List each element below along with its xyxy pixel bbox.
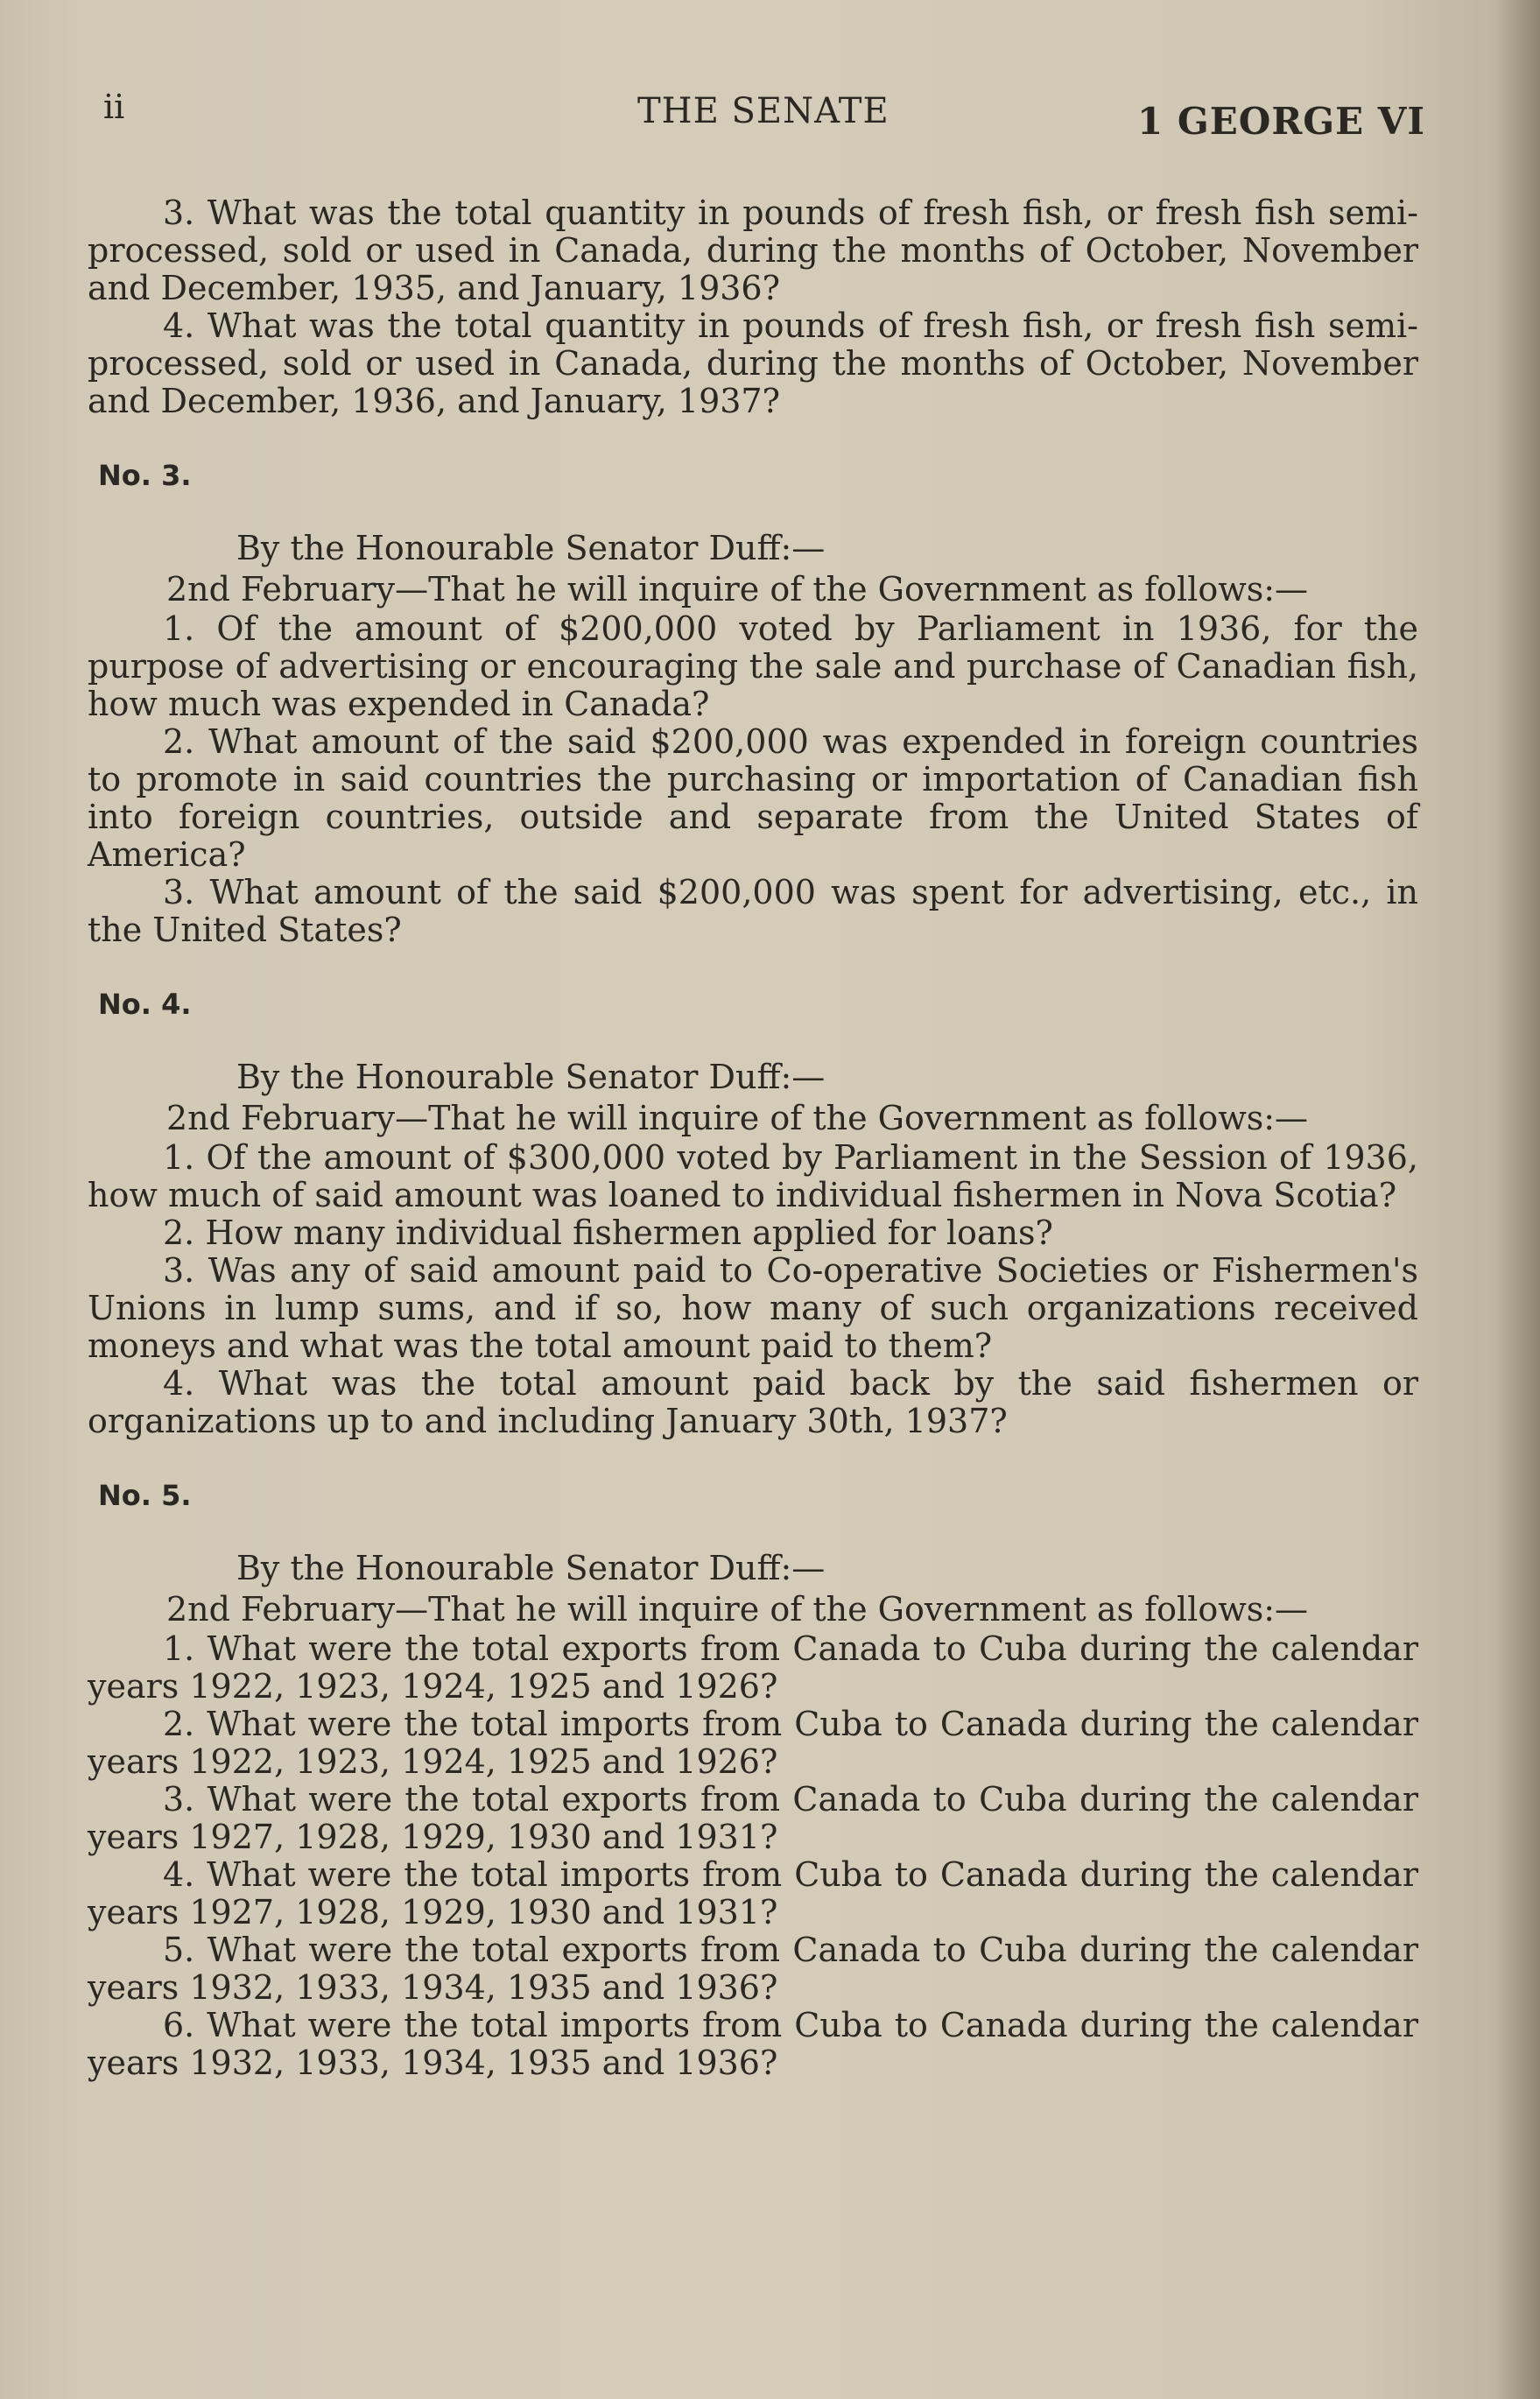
header-regnal-year: 1 GEORGE VI bbox=[1137, 100, 1425, 143]
senator-line: By the Honourable Senator Duff:— bbox=[236, 1549, 826, 1587]
section-number: No. 5. bbox=[98, 1479, 192, 1512]
question-paragraph: 4. What was the total quantity in pounds of fresh fish, or fresh fish semi-processed, sold or used in Canada, during the months of October, November and December, 1936, and January, 1937? bbox=[88, 306, 1418, 420]
senator-line: By the Honourable Senator Duff:— bbox=[236, 1058, 826, 1096]
inquiry-section bbox=[88, 457, 1418, 949]
question-paragraph: 1. Of the amount of $200,000 voted by Parliament in 1936, for the purpose of advertising or encouraging the sale and purchase of Canadian fish, how much was expended in Canada? bbox=[88, 609, 1418, 723]
header-title: THE SENATE bbox=[637, 91, 890, 131]
document-body bbox=[88, 194, 1418, 2082]
senator-line: By the Honourable Senator Duff:— bbox=[236, 529, 826, 567]
question-paragraph: 2. How many individual fishermen applied for loans? bbox=[163, 1214, 1053, 1252]
date-line: 2nd February—That he will inquire of the Government as follows:— bbox=[166, 1590, 1309, 1629]
question-paragraph: 6. What were the total imports from Cuba to Canada during the calendar years 1932, 1933, 1934, 1935 and 1936? bbox=[88, 2006, 1418, 2082]
running-header bbox=[103, 88, 1425, 143]
date-line: 2nd February—That he will inquire of the Government as follows:— bbox=[166, 1099, 1309, 1137]
question-paragraph: 1. Of the amount of $300,000 voted by Parliament in the Session of 1936, how much of said amount was loaned to individual fishermen in Nova Scotia? bbox=[88, 1138, 1418, 1214]
inquiry-section bbox=[88, 986, 1418, 1440]
section-number: No. 3. bbox=[98, 459, 192, 492]
question-paragraph: 1. What were the total exports from Canada to Cuba during the calendar years 1922, 1923, 1924, 1925 and 1926? bbox=[88, 1629, 1418, 1706]
question-paragraph: 4. What was the total amount paid back by the said fishermen or organizations up to and including January 30th, 1937? bbox=[88, 1364, 1418, 1440]
question-paragraph: 3. What was the total quantity in pounds of fresh fish, or fresh fish semi-processed, sold or used in Canada, during the months of October, November and December, 1935, and January, 1936? bbox=[88, 193, 1418, 307]
question-paragraph: 3. What amount of the said $200,000 was spent for advertising, etc., in the United States? bbox=[88, 873, 1418, 949]
section-number: No. 4. bbox=[98, 988, 192, 1021]
question-paragraph: 4. What were the total imports from Cuba to Canada during the calendar years 1927, 1928, 1929, 1930 and 1931? bbox=[88, 1855, 1418, 1931]
question-paragraph: 2. What amount of the said $200,000 was expended in foreign countries to promote in said countries the purchasing or importation of Canadian fish into foreign countries, outside and separate from the United States of America? bbox=[88, 722, 1418, 874]
page-folio: ii bbox=[103, 88, 125, 126]
question-paragraph: 3. Was any of said amount paid to Co-operative Societies or Fishermen's Unions in lump sums, and if so, how many of such organizations received moneys and what was the total amount paid to them? bbox=[88, 1251, 1418, 1365]
question-paragraph: 3. What were the total exports from Canada to Cuba during the calendar years 1927, 1928, 1929, 1930 and 1931? bbox=[88, 1780, 1418, 1856]
date-line: 2nd February—That he will inquire of the Government as follows:— bbox=[166, 570, 1309, 609]
inquiry-section bbox=[88, 1477, 1418, 2082]
question-paragraph: 2. What were the total imports from Cuba to Canada during the calendar years 1922, 1923, 1924, 1925 and 1926? bbox=[88, 1705, 1418, 1781]
question-paragraph: 5. What were the total exports from Canada to Cuba during the calendar years 1932, 1933, 1934, 1935 and 1936? bbox=[88, 1931, 1418, 2007]
